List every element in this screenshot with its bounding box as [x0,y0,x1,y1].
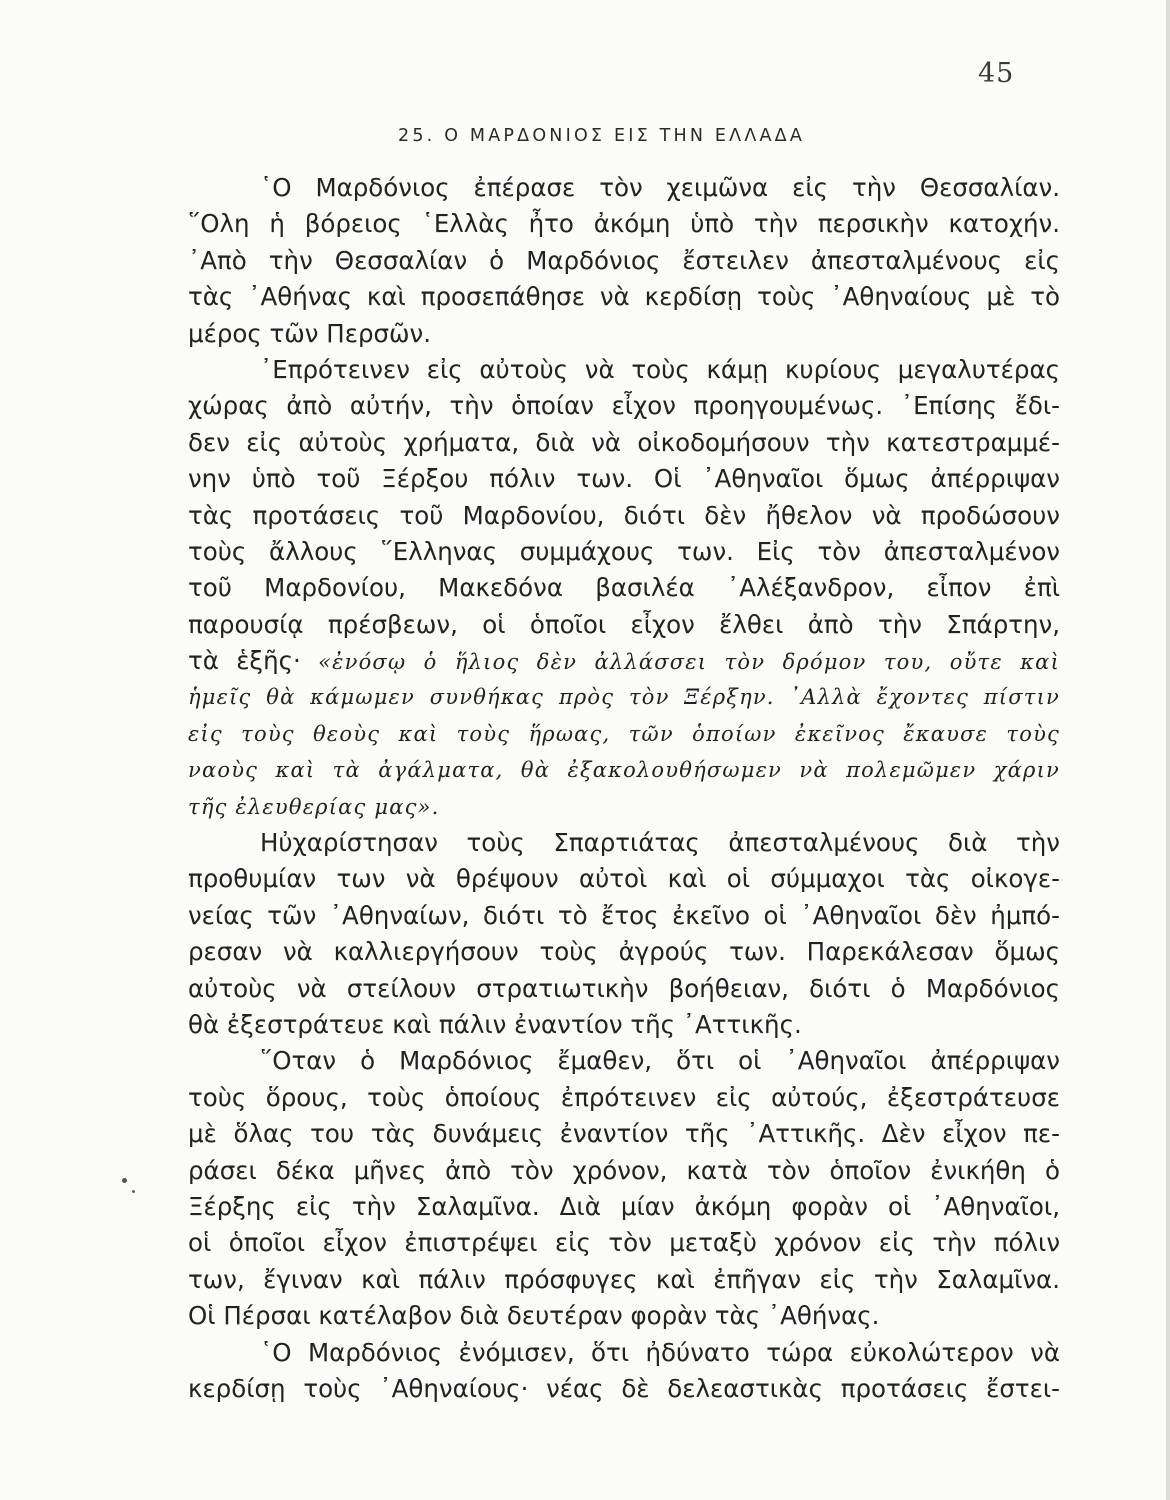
text-line: κερδίσῃ τοὺς ᾿Αθηναίους· νέας δὲ δελεαστικὰς προτάσεις ἔστει- [188,1373,1060,1403]
text-line: μέρος τῶν Περσῶν. [188,318,432,348]
quote-line: εἰς τοὺς θεοὺς καὶ τοὺς ἥρωας, τῶν ὁποίων ἐκεῖνος ἔκαυσε τοὺς [188,721,1060,746]
line-plain-segment: τὰ ἑξῆς· [188,646,319,676]
text-line: ράσει δέκα μῆνες ἀπὸ τὸν χρόνον, κατὰ τὸν ὁποῖον ἐνικήθη ὁ [188,1155,1060,1185]
text-line: θὰ ἐξεστράτευε καὶ πάλιν ἐναντίον τῆς ᾿Αττικῆς. [188,1009,802,1039]
text-line: τὰς προτάσεις τοῦ Μαρδονίου, διότι δὲν ἤθελον νὰ προδώσουν [188,500,1060,530]
quote-line: ἡμεῖς θὰ κάμωμεν συνθήκας πρὸς τὸν Ξέρξην. ᾿Αλλὰ ἔχοντες πίστιν [188,685,1060,710]
text-line: ᾿Επρότεινεν εἰς αὐτοὺς νὰ τοὺς κάμῃ κυρίους μεγαλυτέρας [260,354,1060,384]
page-number: 45 [978,58,1015,89]
quote-line: τῆς ἐλευθερίας μας». [188,794,440,819]
text-line: νείας τῶν ᾿Αθηναίων, διότι τὸ ἔτος ἐκεῖνο οἱ ᾿Αθηναῖοι δὲν ἠμπό- [188,900,1060,930]
text-line: ᾿Απὸ τὴν Θεσσαλίαν ὁ Μαρδόνιος ἔστειλεν ἀπεσταλμένους εἰς [188,245,1060,275]
text-line: τοῦ Μαρδονίου, Μακεδόνα βασιλέα ᾿Αλέξανδρον, εἶπον ἐπὶ [188,573,1060,603]
text-line: οἱ ὁποῖοι εἶχον ἐπιστρέψει εἰς τὸν μεταξὺ χρόνον εἰς τὴν πόλιν [188,1228,1060,1258]
text-line: των, ἔγιναν καὶ πάλιν πρόσφυγες καὶ ἐπῆγαν εἰς τὴν Σαλαμῖνα. [188,1264,1060,1294]
text-line: ῾Ο Μαρδόνιος ἐπέρασε τὸν χειμῶνα εἰς τὴν Θεσσαλίαν. [260,173,1060,202]
text-line: Ηὐχαρίστησαν τοὺς Σπαρτιάτας ἀπεσταλμένους διὰ τὴν [260,828,1060,858]
text-line: τὰς ᾿Αθήνας καὶ προσεπάθησε νὰ κερδίσῃ τοὺς ᾿Αθηναίους μὲ τὸ [188,282,1060,312]
quote-line: ναοὺς καὶ τὰ ἀγάλματα, θὰ ἐξακολουθήσωμεν νὰ πολεμῶμεν χάριν [188,758,1060,783]
text-line: δεν εἰς αὐτοὺς χρήματα, διὰ νὰ οἰκοδομήσουν τὴν κατεστραμμέ- [188,427,1060,457]
text-line: μὲ ὅλας του τὰς δυνάμεις ἐναντίον τῆς ᾿Αττικῆς. Δὲν εἶχον πε- [188,1119,1060,1149]
text-line: παρουσίᾳ πρέσβεων, οἱ ὁποῖοι εἶχον ἔλθει ἀπὸ τὴν Σπάρτην, [188,609,1060,639]
text-line: τοὺς ὅρους, τοὺς ὁποίους ἐπρότεινεν εἰς αὐτούς, ἐξεστράτευσε [188,1082,1060,1112]
ink-speck [132,1190,135,1193]
text-line: προθυμίαν των νὰ θρέψουν αὐτοὶ καὶ οἱ σύμμαχοι τὰς οἰκογε- [188,864,1060,894]
text-line: νην ὑπὸ τοῦ Ξέρξου πόλιν των. Οἱ ᾿Αθηναῖοι ὅμως ἀπέρριψαν [188,464,1060,494]
text-line: τοὺς ἄλλους ῞Ελληνας συμμάχους των. Εἰς τὸν ἀπεσταλμένον [188,536,1060,566]
body-text [188,170,1060,1407]
text-line: ῞Οταν ὁ Μαρδόνιος ἔμαθεν, ὅτι οἱ ᾿Αθηναῖοι ἀπέρριψαν [260,1046,1060,1076]
text-line: Οἱ Πέρσαι κατέλαβον διὰ δευτέραν φορὰν τὰς ᾿Αθήνας. [188,1301,880,1331]
text-line: αὐτοὺς νὰ στείλουν στρατιωτικὴν βοήθειαν, διότι ὁ Μαρδόνιος [188,973,1060,1003]
page-edge-shadow [1166,0,1170,1500]
chapter-title: 25. Ο ΜΑΡΔΟΝΙΟΣ ΕΙΣ ΤΗΝ ΕΛΛΑΔΑ [398,126,806,146]
quote-italic-segment: «ἐνόσῳ ὁ ἥλιος δὲν ἀλλάσσει τὸν δρόμον του, οὔτε καὶ [318,650,1060,675]
text-line: ρεσαν νὰ καλλιεργήσουν τοὺς ἀγρούς των. Παρεκάλεσαν ὅμως [188,937,1060,967]
text-line: Ξέρξης εἰς τὴν Σαλαμῖνα. Διὰ μίαν ἀκόμη φορὰν οἱ ᾿Αθηναῖοι, [188,1191,1060,1221]
text-line-quote-start [188,643,1060,679]
text-line: ῾Ο Μαρδόνιος ἐνόμισεν, ὅτι ἠδύνατο τώρα εὐκολώτερον νὰ [260,1337,1060,1367]
text-line: χώρας ἀπὸ αὐτήν, τὴν ὁποίαν εἶχον προηγουμένως. ᾿Επίσης ἔδι- [188,391,1060,421]
ink-speck [122,1178,127,1183]
text-line: ῞Ολη ἡ βόρειος ῾Ελλὰς ἦτο ἀκόμη ὑπὸ τὴν περσικὴν κατοχήν. [188,209,1060,239]
